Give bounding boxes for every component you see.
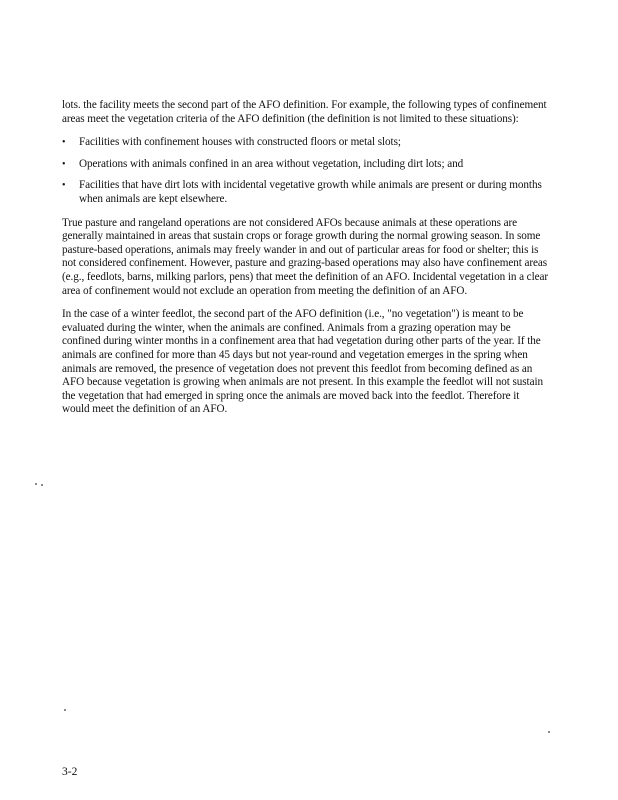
paragraph-pasture-rangeland: True pasture and rangeland operations are not considered AFOs because animals at these operations are generally maintained in areas that sustain crops or forage growth during the normal growing season. In some pasture-based operations, animals may freely wander in and out of particular areas for food or shelter; this is not considered confinement. However, pasture and grazing-based operations may also have confinement areas (e.g., feedlots, barns, milking parlors, pens) that meet the definition of an AFO. Incidental vegetation in a clear area of confinement would not exclude an operation from meeting the definition of an AFO. — [62, 216, 549, 297]
scan-speck — [35, 483, 37, 485]
scan-speck — [548, 731, 550, 733]
scan-speck — [41, 484, 43, 486]
list-item: • Facilities with confinement houses with constructed floors or metal slots; — [62, 136, 548, 150]
document-body — [62, 99, 548, 427]
paragraph-confinement-criteria: lots. the facility meets the second part of the AFO definition. For example, the following types of confinement areas meet the vegetation criteria of the AFO definition (the definition is not limited to these situations): — [62, 99, 547, 125]
list-item: • Facilities that have dirt lots with incidental vegetative growth while animals are present or during months when animals are kept elsewhere. — [62, 179, 548, 206]
page-number: 3-2 — [62, 766, 78, 778]
scan-speck — [64, 709, 66, 711]
list-item: • Operations with animals confined in an area without vegetation, including dirt lots; and — [62, 158, 548, 172]
paragraph-winter-feedlot: In the case of a winter feedlot, the second part of the AFO definition (i.e., "no vegetation") is meant to be evaluated during the winter, when the animals are confined. Animals from a grazing operation may be confined during winter months in a confinement area that had vegetation during other parts of the year. If the animals are confined for more than 45 days but not year-round and vegetation emerges in the spring when animals are removed, the presence of vegetation does not prevent this feedlot from becoming defined as an AFO because vegetation is growing when animals are not present. In this example the feedlot will not sustain the vegetation that had emerged in spring once the animals are moved back into the feedlot. Therefore it would meet the definition of an AFO. — [62, 308, 544, 416]
confinement-types-list — [62, 136, 548, 206]
